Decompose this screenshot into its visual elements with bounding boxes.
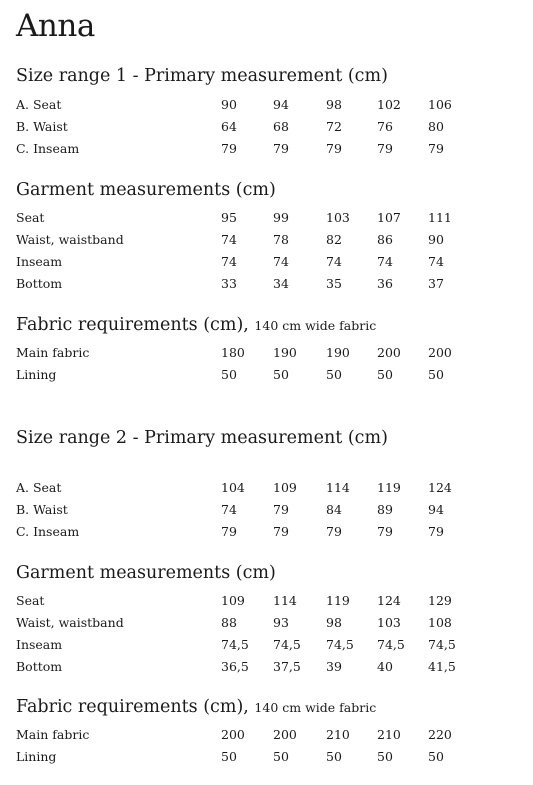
table-cell: 119 [326,593,350,608]
table-cell: 50 [221,749,237,764]
table-row [16,232,526,252]
table-cell: 114 [273,593,297,608]
table-cell: 86 [377,232,393,247]
row-label: A. Seat [16,480,62,495]
row-label: Main fabric [16,345,90,360]
table-cell: 124 [428,480,452,495]
table-cell: 40 [377,659,393,674]
size-range-1-heading: Size range 1 - Primary measurement (cm) [16,66,388,86]
table-cell: 34 [273,276,289,291]
table-cell: 50 [273,749,289,764]
table-cell: 79 [273,141,289,156]
table-row [16,367,526,387]
table-cell: 79 [326,141,342,156]
table-cell: 79 [273,524,289,539]
table-cell: 35 [326,276,342,291]
table-row [16,593,526,613]
table-cell: 94 [428,502,444,517]
table-cell: 72 [326,119,342,134]
table-cell: 119 [377,480,401,495]
table-cell: 103 [377,615,401,630]
table-cell: 103 [326,210,350,225]
table-row [16,659,526,679]
table-cell: 210 [326,727,350,742]
table-cell: 80 [428,119,444,134]
table-cell: 95 [221,210,237,225]
table-cell: 102 [377,97,401,112]
table-cell: 74,5 [377,637,405,652]
table-cell: 39 [326,659,342,674]
table-cell: 106 [428,97,452,112]
table-cell: 79 [377,141,393,156]
table-cell: 50 [221,367,237,382]
row-label: B. Waist [16,502,68,517]
row-label: C. Inseam [16,524,80,539]
table-cell: 50 [326,367,342,382]
table-cell: 36,5 [221,659,249,674]
table-cell: 79 [221,524,237,539]
table-cell: 82 [326,232,342,247]
table-cell: 74 [326,254,342,269]
table-cell: 74 [221,254,237,269]
table-cell: 74,5 [428,637,456,652]
table-cell: 129 [428,593,452,608]
table-cell: 50 [428,367,444,382]
row-label: Waist, waistband [16,615,124,630]
table-cell: 200 [428,345,452,360]
table-cell: 93 [273,615,289,630]
table-cell: 88 [221,615,237,630]
row-label: B. Waist [16,119,68,134]
table-cell: 64 [221,119,237,134]
table-cell: 109 [221,593,245,608]
table-cell: 50 [273,367,289,382]
row-label: Waist, waistband [16,232,124,247]
row-label: Bottom [16,276,63,291]
table-row [16,615,526,635]
table-row [16,524,526,544]
table-cell: 79 [326,524,342,539]
table-cell: 74,5 [221,637,249,652]
table-cell: 41,5 [428,659,456,674]
table-cell: 50 [377,749,393,764]
table-row [16,254,526,274]
row-label: Main fabric [16,727,90,742]
table-cell: 74 [221,502,237,517]
table-row [16,141,526,161]
table-row [16,749,526,769]
table-cell: 36 [377,276,393,291]
table-cell: 99 [273,210,289,225]
table-cell: 79 [428,524,444,539]
table-cell: 74 [221,232,237,247]
table-cell: 33 [221,276,237,291]
table-cell: 111 [428,210,452,225]
table-cell: 90 [428,232,444,247]
table-cell: 200 [377,345,401,360]
table-cell: 37 [428,276,444,291]
table-cell: 84 [326,502,342,517]
table-cell: 108 [428,615,452,630]
table-cell: 200 [221,727,245,742]
page-title: Anna [16,8,95,44]
row-label: A. Seat [16,97,62,112]
table-cell: 74 [428,254,444,269]
size-range-2-heading: Size range 2 - Primary measurement (cm) [16,428,388,448]
table-row [16,727,526,747]
garment-measurements-2-heading: Garment measurements (cm) [16,563,276,583]
table-cell: 50 [377,367,393,382]
fabric-width-note: 140 cm wide fabric [254,318,377,333]
row-label: Lining [16,367,57,382]
table-cell: 180 [221,345,245,360]
table-cell: 104 [221,480,245,495]
table-cell: 79 [428,141,444,156]
table-cell: 79 [273,502,289,517]
row-label: Inseam [16,254,63,269]
heading-text: Fabric requirements (cm), [16,697,249,717]
table-cell: 74,5 [273,637,301,652]
table-cell: 89 [377,502,393,517]
table-cell: 74 [377,254,393,269]
row-label: Bottom [16,659,63,674]
row-label: C. Inseam [16,141,80,156]
table-cell: 109 [273,480,297,495]
table-cell: 76 [377,119,393,134]
table-row [16,502,526,522]
row-label: Seat [16,210,45,225]
table-row [16,345,526,365]
table-cell: 190 [326,345,350,360]
table-cell: 220 [428,727,452,742]
fabric-width-note: 140 cm wide fabric [254,700,377,715]
table-cell: 98 [326,615,342,630]
row-label: Lining [16,749,57,764]
garment-measurements-1-heading: Garment measurements (cm) [16,180,276,200]
fabric-requirements-1-heading [16,315,376,335]
table-cell: 124 [377,593,401,608]
table-cell: 94 [273,97,289,112]
table-cell: 68 [273,119,289,134]
table-cell: 200 [273,727,297,742]
table-row [16,637,526,657]
table-cell: 90 [221,97,237,112]
table-cell: 50 [428,749,444,764]
fabric-requirements-2-heading [16,697,376,717]
table-row [16,480,526,500]
table-cell: 50 [326,749,342,764]
table-row [16,210,526,230]
table-cell: 98 [326,97,342,112]
row-label: Seat [16,593,45,608]
table-cell: 79 [221,141,237,156]
heading-text: Fabric requirements (cm), [16,315,249,335]
table-cell: 37,5 [273,659,301,674]
table-cell: 79 [377,524,393,539]
table-cell: 190 [273,345,297,360]
table-cell: 74 [273,254,289,269]
table-cell: 114 [326,480,350,495]
table-cell: 107 [377,210,401,225]
table-row [16,97,526,117]
row-label: Inseam [16,637,63,652]
table-cell: 210 [377,727,401,742]
table-row [16,276,526,296]
table-row [16,119,526,139]
table-cell: 78 [273,232,289,247]
table-cell: 74,5 [326,637,354,652]
